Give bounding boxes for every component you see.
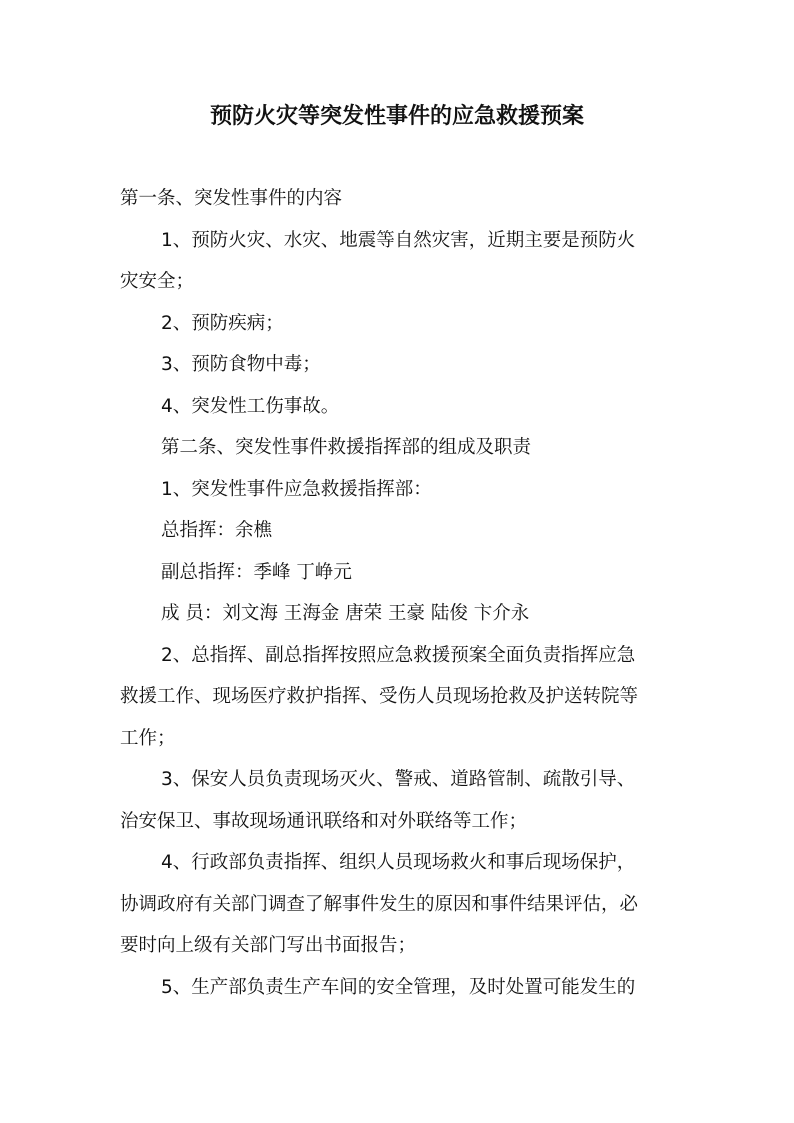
- text-line: 副总指挥：季峰 丁峥元: [161, 561, 352, 583]
- text-line: 4、突发性工伤事故。: [161, 395, 340, 417]
- text-line: 3、预防食物中毒；: [161, 354, 321, 375]
- text-line: 工作；: [120, 727, 176, 749]
- text-line: 4、行政部负责指挥、组织人员现场救火和事后现场保护，: [161, 852, 636, 873]
- text-line: 成 员：刘文海 王海金 唐荣 王豪 陆俊 卞介永: [161, 603, 530, 624]
- text-line: 3、保安人员负责现场灭火、警戒、道路管制、疏散引导、: [161, 769, 636, 790]
- document-title: 预防火灾等突发性事件的应急救援预案: [209, 104, 584, 129]
- text-line: 2、预防疾病；: [161, 312, 284, 334]
- text-line: 第一条、突发性事件的内容: [120, 188, 343, 209]
- text-line: 第二条、突发性事件救援指挥部的组成及职责: [161, 437, 532, 458]
- text-line: 5、生产部负责生产车间的安全管理，及时处置可能发生的: [161, 976, 636, 998]
- text-line: 灾安全；: [120, 271, 195, 292]
- text-line: 救援工作、现场医疗救护指挥、受伤人员现场抢救及护送转院等: [120, 686, 639, 707]
- text-line: 协调政府有关部门调查了解事件发生的原因和事件结果评估，必: [120, 893, 639, 915]
- text-line: 总指挥：余樵: [161, 520, 273, 541]
- document-body: [120, 178, 680, 1008]
- text-line: 要时向上级有关部门写出书面报告；: [120, 935, 417, 956]
- text-line: 1、预防火灾、水灾、地震等自然灾害，近期主要是预防火: [161, 229, 636, 251]
- text-line: 2、总指挥、副总指挥按照应急救援预案全面负责指挥应急: [161, 644, 636, 666]
- text-line: 1、突发性事件应急救援指挥部：: [161, 478, 432, 500]
- text-line: 治安保卫、事故现场通讯联络和对外联络等工作；: [120, 810, 528, 832]
